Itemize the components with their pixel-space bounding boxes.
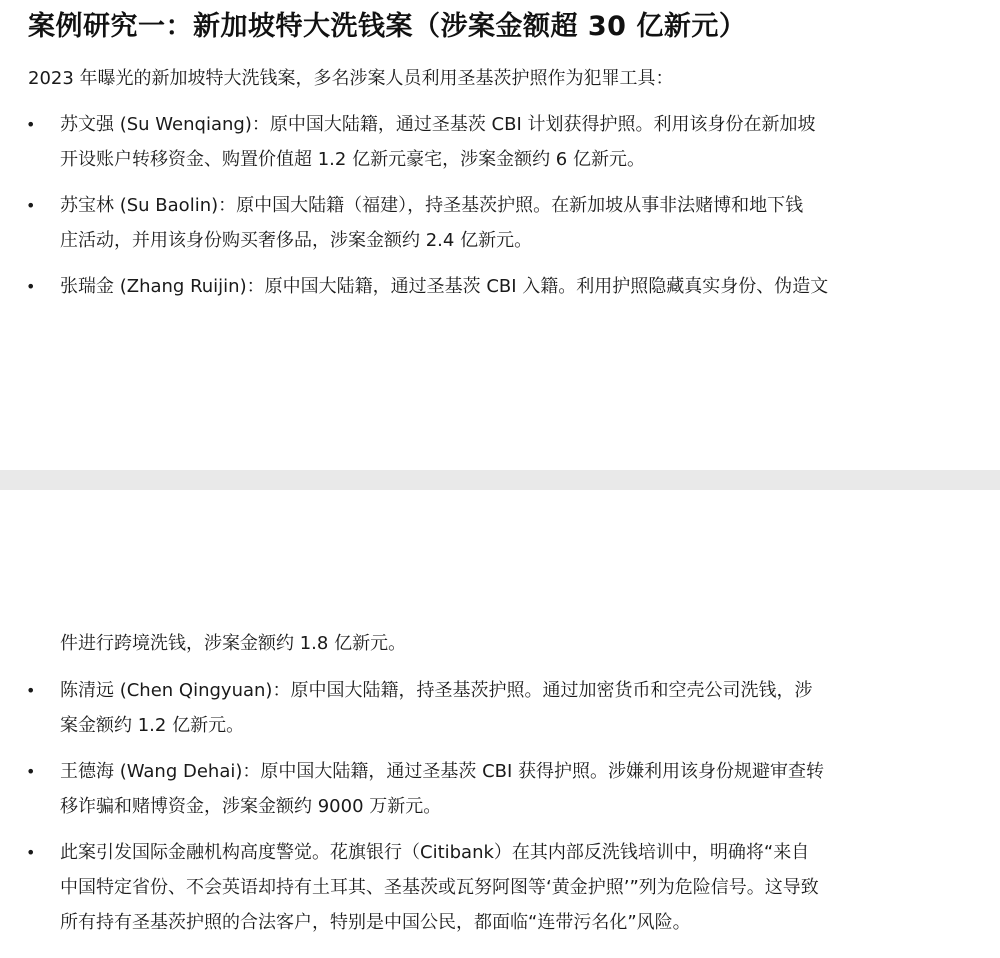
list-item-line: 庄活动，并用该身份购买奢侈品，涉案金额约 2.4 亿新元。 [60, 230, 533, 251]
list-item-line: 此案引发国际金融机构高度警觉。花旗银行（Citibank）在其内部反洗钱培训中，明确将“来自 [60, 842, 810, 863]
bullet-icon: • [26, 115, 36, 134]
case-study-title: 案例研究一：新加坡特大洗钱案（涉案金额超 30 亿新元） [28, 11, 747, 42]
bullet-icon: • [26, 762, 36, 781]
intro-paragraph: 2023 年曝光的新加坡特大洗钱案，多名涉案人员利用圣基茨护照作为犯罪工具： [28, 68, 674, 89]
bullet-icon: • [26, 843, 36, 862]
list-item-line: 王德海 (Wang Dehai)：原中国大陆籍，通过圣基茨 CBI 获得护照。涉嫌利用该身份规避审查转 [60, 761, 825, 782]
list-item-line: 陈清远 (Chen Qingyuan)：原中国大陆籍，持圣基茨护照。通过加密货币和空壳公司洗钱，涉 [60, 680, 813, 701]
document-page-top [0, 0, 1000, 470]
list-item-line: 所有持有圣基茨护照的合法客户，特别是中国公民，都面临“连带污名化”风险。 [60, 912, 691, 933]
list-item-line: 苏文强 (Su Wenqiang)：原中国大陆籍，通过圣基茨 CBI 计划获得护照。利用该身份在新加坡 [60, 114, 816, 135]
bullet-icon: • [26, 277, 36, 296]
list-item-line: 移诈骗和赌博资金，涉案金额约 9000 万新元。 [60, 796, 442, 817]
list-item-line: 苏宝林 (Su Baolin)：原中国大陆籍（福建），持圣基茨护照。在新加坡从事非法赌博和地下钱 [60, 195, 804, 216]
document-page-bottom [0, 490, 1000, 958]
list-item-line: 中国特定省份、不会英语却持有土耳其、圣基茨或瓦努阿图等‘黄金护照’”列为危险信号。这导致 [60, 877, 819, 898]
bullet-icon: • [26, 196, 36, 215]
bullet-icon: • [26, 681, 36, 700]
list-item-continuation: 件进行跨境洗钱，涉案金额约 1.8 亿新元。 [60, 633, 407, 654]
list-item-line: 张瑞金 (Zhang Ruijin)：原中国大陆籍，通过圣基茨 CBI 入籍。利用护照隐藏真实身份、伪造文 [60, 276, 829, 297]
page-separator [0, 470, 1000, 490]
list-item-line: 开设账户转移资金、购置价值超 1.2 亿新元豪宅，涉案金额约 6 亿新元。 [60, 149, 645, 170]
list-item-line: 案金额约 1.2 亿新元。 [60, 715, 245, 736]
